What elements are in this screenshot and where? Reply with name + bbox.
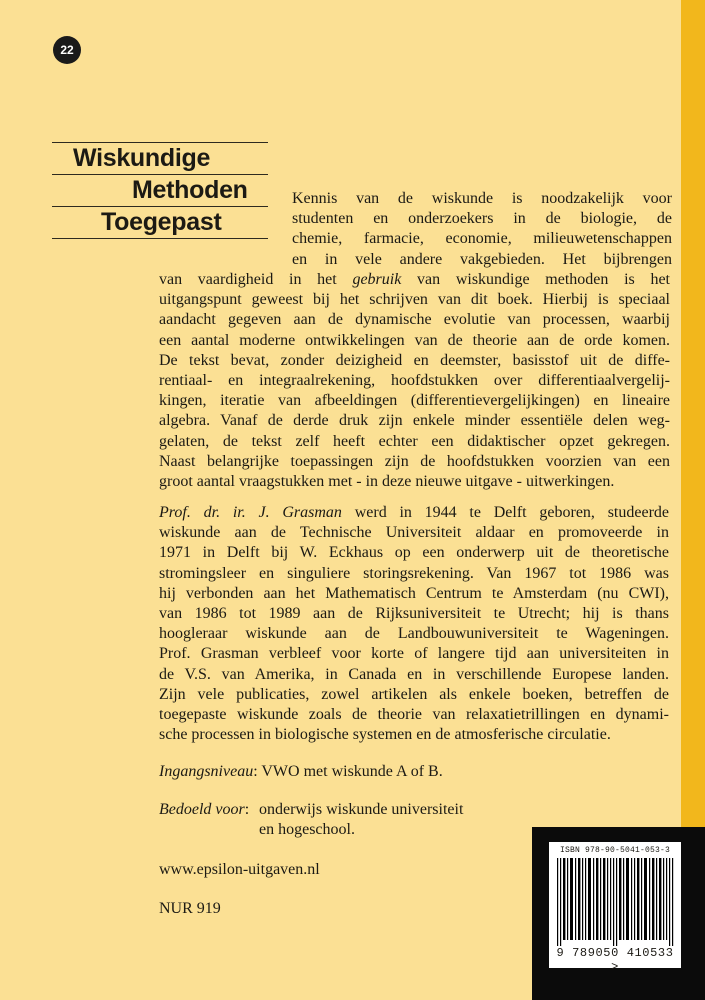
author-line: Zijn vele publicaties, zowel artikelen als enkele boeken, betreffen de	[159, 685, 669, 703]
author-line: de V.S. van Amerika, in Canada en in verschillende Europese landen.	[159, 665, 669, 683]
description-line: algebra. Vanaf de derde druk zijn enkele minder essentiële delen weg-	[159, 412, 670, 430]
audience-label: Bedoeld voor	[159, 801, 245, 818]
title-line-3: Toegepast	[52, 206, 268, 239]
isbn-text: ISBN 978-90-5041-053-3	[559, 846, 671, 855]
description-paragraph	[159, 270, 670, 492]
author-line: toegepaste wiskunde zoals de theorie van relaxatietrillingen en dynami-	[159, 706, 669, 724]
entry-level: Ingangsniveau: VWO met wiskunde A of B.	[159, 763, 443, 780]
author-paragraph	[159, 503, 669, 745]
description-line: een aantal moderne ontwikkelingen van de theorie aan de orde komen.	[159, 331, 670, 349]
intended-audience: Bedoeld voor: onderwijs wiskunde universiteit	[159, 801, 464, 818]
publisher-website: www.epsilon-uitgaven.nl	[159, 861, 320, 878]
author-line: wiskunde aan de Technische Universiteit aldaar en promoveerde in	[159, 524, 669, 542]
author-line: hoogleraar wiskunde aan de Landbouwuniversiteit te Wageningen.	[159, 625, 669, 643]
title-line-1: Wiskundige	[52, 142, 268, 174]
author-line: hij verbonden aan het Mathematisch Centrum te Amsterdam (nu CWI),	[159, 584, 669, 602]
emphasis-gebruik: gebruik	[352, 271, 402, 288]
entry-level-value: VWO met wiskunde A of B.	[257, 763, 443, 780]
description-line: van vaardigheid in het gebruik van wiskundige methoden is het	[159, 271, 671, 288]
book-title	[52, 142, 268, 239]
intro-paragraph	[292, 189, 672, 270]
entry-level-label: Ingangsniveau	[159, 763, 254, 780]
barcode-bars	[553, 858, 677, 946]
author-line: Prof. dr. ir. J. Grasman werd in 1944 te Delft geboren, studeerde	[159, 504, 669, 521]
description-line: groot aantal vraagstukken met - in deze nieuwe uitgave - uitwerkingen.	[159, 473, 615, 491]
title-line-2: Methoden	[52, 174, 268, 206]
intro-line: Kennis van de wiskunde is noodzakelijk voor	[292, 190, 672, 207]
intro-line: chemie, farmacie, economie, milieuwetenschappen	[292, 230, 672, 248]
author-line: van 1986 tot 1989 aan de Rijksuniversiteit te Utrecht; hij is thans	[159, 605, 669, 623]
intro-line: en in vele andere vakgebieden. Het bijbrengen	[292, 250, 672, 268]
author-line: sche processen in biologische systemen en de atmosferische circulatie.	[159, 726, 611, 744]
description-line: uitgangspunt geweest bij het schrijven van dit boek. Hierbij is speciaal	[159, 291, 670, 309]
description-line: De tekst bevat, zonder deizigheid en deemster, basisstof uit de diffe-	[159, 351, 670, 369]
audience-value: onderwijs wiskunde universiteit	[259, 801, 464, 818]
description-line: gelaten, de tekst zelf heeft echter een didaktischer opzet gekregen.	[159, 432, 670, 450]
description-line: aandacht gegeven aan de dynamische evolutie van processen, waarbij	[159, 311, 670, 329]
author-line: 1971 in Delft bij W. Eckhaus op een onderwerp uit de theoretische	[159, 544, 669, 562]
author-name: Prof. dr. ir. J. Grasman	[159, 504, 342, 521]
nur-code: NUR 919	[159, 900, 221, 917]
barcode-number: 9 789050 410533 >	[556, 946, 674, 974]
description-line: Naast belangrijke toepassingen zijn de hoofdstukken voorzien van een	[159, 452, 670, 470]
series-number-badge: 22	[53, 36, 81, 64]
description-line: rentiaal- en integraalrekening, hoofdstukken over differentiaalvergelij-	[159, 372, 670, 390]
intro-line: studenten en onderzoekers in de biologie, de	[292, 210, 672, 228]
isbn-barcode	[549, 842, 681, 974]
audience-value-2: en hogeschool.	[259, 821, 355, 838]
author-line: stromingsleer en singuliere storingsrekening. Van 1967 tot 1986 was	[159, 564, 669, 582]
description-line: kingen, iteratie van afbeeldingen (differentievergelijkingen) en lineaire	[159, 392, 670, 410]
author-line: Prof. Grasman verbleef voor korte of langere tijd aan universiteiten in	[159, 645, 669, 663]
